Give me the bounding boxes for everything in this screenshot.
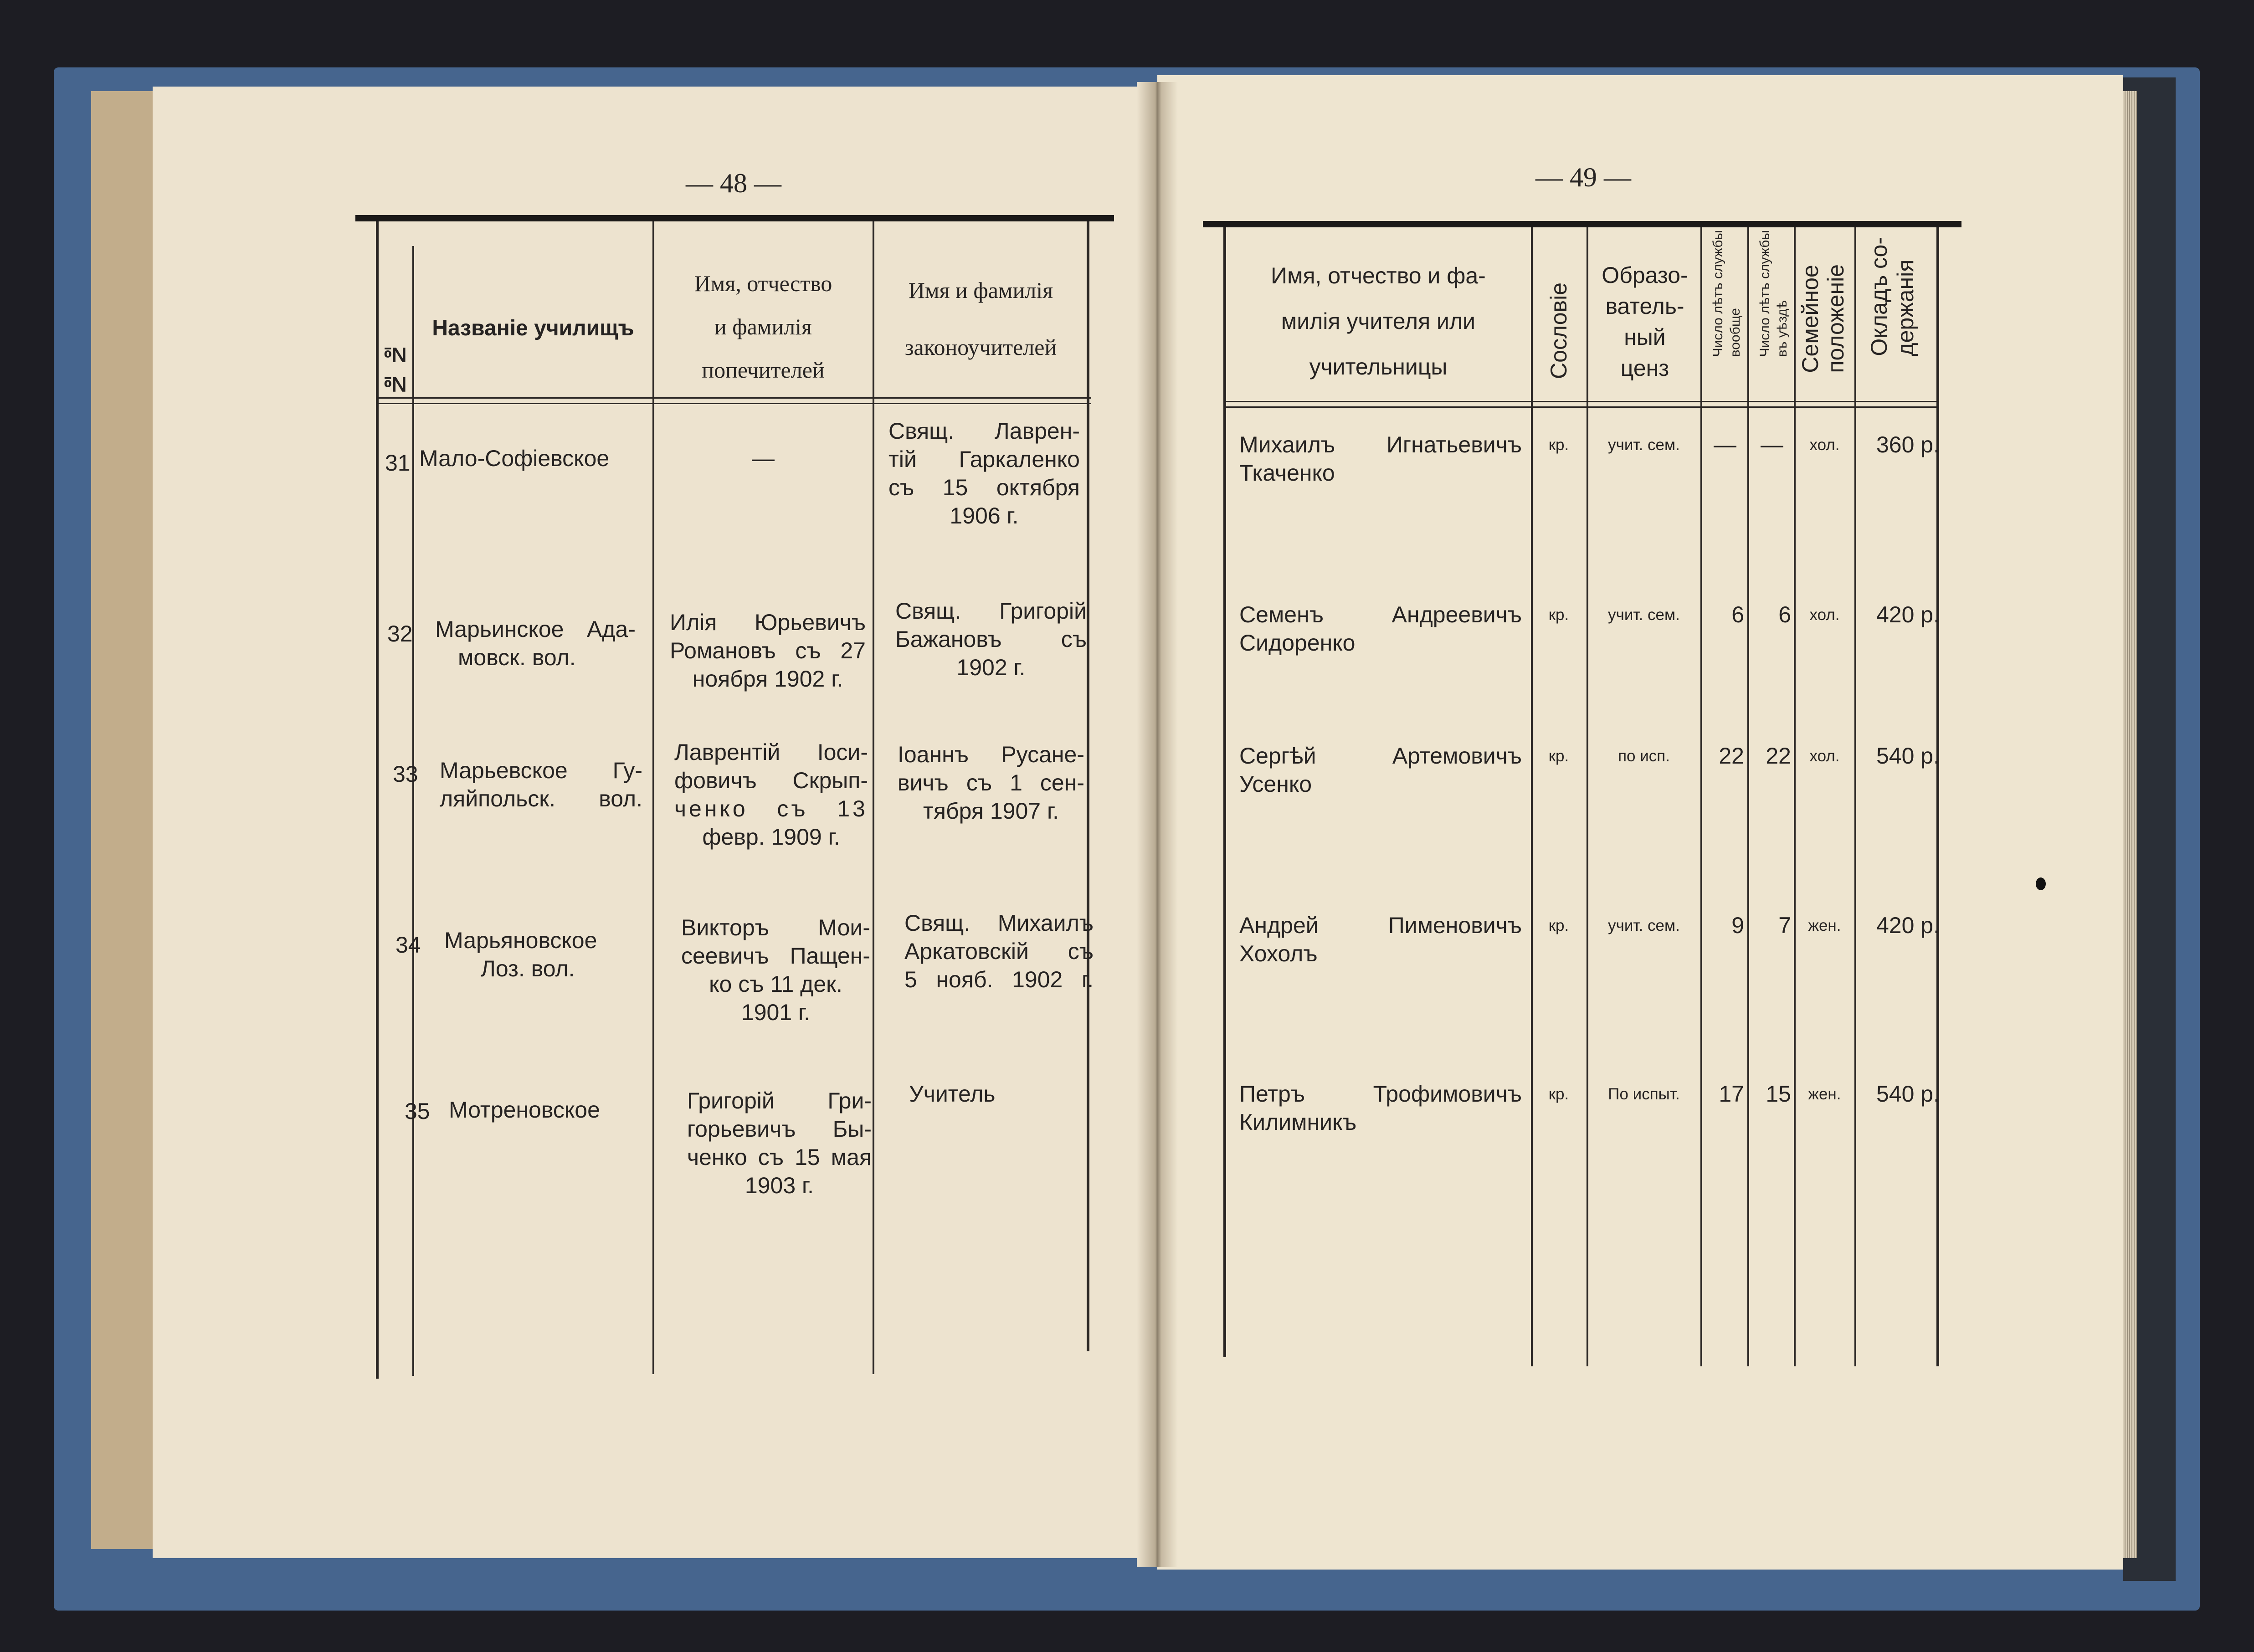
header-rule-2	[376, 403, 1091, 404]
col-line-5	[1794, 227, 1796, 1366]
years-district-value: 6	[1778, 602, 1791, 627]
trustee-line: 1901 г.	[741, 1000, 811, 1025]
teacher-name-line: Сидоренко	[1239, 630, 1355, 656]
family-value: хол.	[1809, 747, 1840, 765]
table-top-rule	[1203, 221, 1961, 227]
estate-value: кр.	[1548, 1085, 1569, 1103]
trustee-line: Лаврентій Іоси-	[674, 739, 868, 765]
page-stack-edge-right	[2123, 91, 2137, 1558]
salary-value: 540 р.	[1876, 743, 1940, 769]
school-name-line: Лоз. вол.	[481, 956, 575, 981]
trustee-line: ченко съ 15 мая	[687, 1144, 872, 1170]
years-total-value: 6	[1731, 602, 1744, 627]
trustee-name	[670, 608, 866, 693]
years-total-value: 9	[1731, 913, 1744, 938]
school-name-line: Марьинское Ада-	[435, 616, 636, 642]
header-education	[1590, 260, 1699, 384]
col-line-1	[1531, 227, 1533, 1366]
education-value: учит. сем.	[1608, 606, 1680, 624]
school-name-line: мовск. вол.	[458, 645, 576, 670]
teacher-name-line: Сергѣй Артемовичъ	[1239, 743, 1522, 769]
col-line-3	[1700, 227, 1702, 1366]
header-family-line: положеніе	[1823, 264, 1848, 373]
priest-line: Іоаннъ Русане-	[898, 742, 1084, 767]
header-teacher-line: Имя, отчество и фа-	[1271, 263, 1486, 288]
school-name-line: Мало-Софіевское	[419, 446, 610, 471]
header-number: № №	[383, 343, 407, 396]
school-name	[449, 1096, 640, 1124]
school-name-line: ляйпольск. вол.	[440, 786, 642, 811]
priest-name	[909, 1080, 1087, 1108]
header-years-total-line: вообще	[1728, 308, 1743, 357]
trustee-line: Викторъ Мои-	[681, 915, 870, 940]
header-years-district	[1756, 230, 1791, 357]
header-priest-line: Имя и фамилія	[908, 277, 1053, 303]
years-district-value: 22	[1766, 743, 1791, 769]
col-line-4	[1747, 227, 1749, 1366]
book-gutter	[1137, 82, 1178, 1567]
priest-line: 1906 г.	[950, 503, 1019, 528]
header-education-line: Образо-	[1602, 262, 1688, 288]
ink-spot	[2036, 877, 2046, 890]
trustee-line: сеевичъ Пащен-	[681, 943, 870, 969]
header-priest	[875, 262, 1087, 376]
header-trustee-line: попечителей	[702, 357, 825, 383]
trustee-line: горьевичъ Бы-	[687, 1116, 872, 1142]
table-top-rule	[355, 215, 1114, 221]
trustee-name	[687, 1087, 872, 1200]
header-estate: Сословіе	[1546, 282, 1571, 379]
header-teacher-line: милія учителя или	[1281, 308, 1476, 334]
priest-line: Учитель	[909, 1081, 996, 1107]
education-value: По испыт.	[1608, 1085, 1680, 1103]
trustee-line: Романовъ съ 27	[670, 638, 866, 663]
salary-value: 360 р.	[1876, 432, 1940, 457]
years-district-value: —	[1761, 432, 1783, 457]
header-family-line: Семейное	[1797, 265, 1823, 373]
row-number: 34	[395, 932, 421, 958]
priest-name	[888, 417, 1080, 530]
estate-value: кр.	[1548, 436, 1569, 454]
priest-line: Свящ. Григорій	[895, 598, 1087, 624]
estate-value: кр.	[1548, 606, 1569, 624]
trustee-name	[656, 444, 870, 472]
trustee-name	[681, 913, 870, 1026]
school-name-line: Марьевское Гу-	[440, 758, 642, 783]
years-total-value: —	[1714, 432, 1736, 457]
trustee-line: ко съ 11 дек.	[709, 971, 842, 997]
trustee-line: ченко съ 13	[674, 796, 868, 821]
header-family	[1797, 264, 1848, 373]
teacher-name-line: Килимникъ	[1239, 1109, 1357, 1135]
salary-value: 420 р.	[1876, 602, 1940, 627]
salary-value: 540 р.	[1876, 1081, 1940, 1107]
header-years-district-line: Число лѣтъ службы	[1757, 230, 1772, 357]
priest-line: Свящ. Лаврен-	[888, 418, 1080, 444]
school-name-line: Марьяновское	[444, 928, 597, 953]
page-number-left: — 48 —	[686, 168, 781, 198]
header-teacher	[1230, 253, 1526, 390]
col-line-right	[1087, 221, 1089, 1351]
row-number: 31	[385, 450, 411, 476]
education-value: учит. сем.	[1608, 436, 1680, 454]
school-name	[435, 615, 636, 672]
header-trustee-line: Имя, отчество	[694, 271, 832, 296]
header-school-name: Названіе училищъ	[432, 316, 634, 340]
school-name	[444, 926, 636, 983]
estate-value: кр.	[1548, 917, 1569, 934]
family-value: жен.	[1808, 1085, 1841, 1103]
trustee-line: фовичъ Скрып-	[674, 768, 868, 793]
family-value: хол.	[1809, 606, 1840, 624]
header-teacher-line: учительницы	[1309, 354, 1448, 380]
years-total-value: 22	[1719, 743, 1744, 769]
priest-name	[904, 909, 1094, 994]
header-trustee	[656, 262, 870, 392]
priest-name	[898, 740, 1084, 825]
header-salary	[1866, 237, 1919, 356]
priest-line: тября 1907 г.	[923, 798, 1059, 824]
priest-name	[895, 597, 1087, 682]
teacher-name-line: Хохолъ	[1239, 941, 1318, 966]
header-trustee-line: и фамилія	[714, 314, 812, 339]
col-line-6	[1854, 227, 1856, 1366]
priest-line: съ 15 октября	[888, 475, 1080, 500]
estate-value: кр.	[1548, 747, 1569, 765]
col-line-3	[873, 221, 874, 1374]
school-name	[440, 756, 642, 813]
header-salary-line: Окладъ со-	[1866, 237, 1892, 356]
trustee-line: февр. 1909 г.	[702, 824, 840, 850]
school-name	[419, 444, 647, 472]
trustee-line: —	[752, 446, 775, 471]
teacher-name	[1239, 742, 1522, 798]
education-value: по исп.	[1618, 747, 1670, 765]
priest-line: 1902 г.	[956, 655, 1026, 680]
family-value: жен.	[1808, 917, 1841, 934]
teacher-name-line: Михаилъ Игнатьевичъ	[1239, 432, 1522, 457]
header-rule-1	[376, 397, 1091, 399]
school-name-line: Мотреновское	[449, 1097, 600, 1123]
teacher-name-line: Усенко	[1239, 771, 1312, 797]
teacher-name	[1239, 1080, 1522, 1136]
teacher-name	[1239, 911, 1522, 968]
priest-line: тій Гаркаленко	[888, 446, 1080, 472]
header-years-total	[1710, 230, 1744, 357]
col-line-2	[652, 221, 654, 1374]
col-line-right	[1936, 227, 1939, 1366]
priest-line: вичъ съ 1 сен-	[898, 770, 1084, 795]
header-years-district-line: въ уѣздѣ	[1775, 300, 1790, 357]
row-number: 32	[387, 621, 413, 646]
row-number: 33	[393, 761, 418, 787]
header-priest-line: законоучителей	[904, 334, 1057, 360]
priest-line: Свящ. Михаилъ	[904, 910, 1094, 936]
teacher-name-line: Петръ Трофимовичъ	[1239, 1081, 1522, 1107]
header-salary-line: держанія	[1893, 259, 1918, 356]
years-total-value: 17	[1719, 1081, 1744, 1107]
col-line-2	[1587, 227, 1588, 1366]
teacher-name-line: Ткаченко	[1239, 460, 1335, 486]
priest-line: Аркатовскій съ	[904, 939, 1094, 964]
teacher-name	[1239, 431, 1522, 487]
education-value: учит. сем.	[1608, 917, 1680, 934]
teacher-name-line: Семенъ Андреевичъ	[1239, 602, 1522, 627]
years-district-value: 15	[1766, 1081, 1791, 1107]
row-number: 35	[405, 1098, 430, 1124]
priest-line: 5 нояб. 1902 г.	[904, 967, 1094, 992]
page-number-right: — 49 —	[1535, 162, 1631, 192]
trustee-line: Илія Юрьевичъ	[670, 610, 866, 635]
col-line-left	[376, 221, 379, 1379]
teacher-name	[1239, 600, 1522, 657]
salary-value: 420 р.	[1876, 913, 1940, 938]
trustee-line: 1903 г.	[744, 1173, 814, 1198]
header-education-line: ный	[1624, 324, 1666, 350]
col-line-1	[412, 246, 414, 1376]
trustee-line: ноября 1902 г.	[692, 666, 843, 692]
teacher-name-line: Андрей Пименовичъ	[1239, 913, 1522, 938]
header-rule-1	[1226, 401, 1936, 402]
trustee-name	[674, 738, 868, 851]
col-line-left	[1223, 227, 1226, 1357]
trustee-line: Григорій Гри-	[687, 1088, 872, 1113]
years-district-value: 7	[1778, 913, 1791, 938]
priest-line: Бажановъ съ	[895, 626, 1087, 652]
header-rule-2	[1226, 406, 1936, 408]
header-education-line: ватель-	[1605, 293, 1684, 319]
header-years-total-line: Число лѣтъ службы	[1710, 230, 1725, 357]
header-education-line: ценз	[1620, 355, 1669, 381]
family-value: хол.	[1809, 436, 1840, 454]
